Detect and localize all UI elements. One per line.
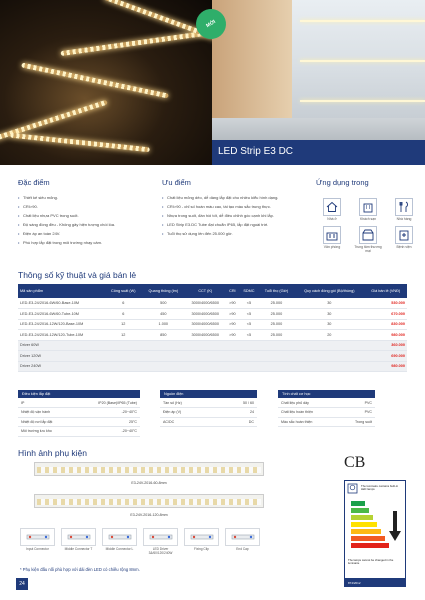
application-item: [316, 198, 348, 221]
table-header: CCT (K): [185, 284, 226, 298]
table-cell: 30: [294, 298, 364, 309]
features-item: • Thiết kế siêu mỏng.: [18, 196, 153, 201]
spec-row: [278, 408, 375, 418]
table-cell: <5: [239, 330, 259, 341]
hero-banner: [0, 0, 425, 165]
table-cell: 3000/4000/6500: [185, 309, 226, 320]
spec-row: [278, 417, 375, 427]
driver-price: 980.000: [364, 361, 407, 372]
hospital-icon: [395, 226, 413, 244]
accessory-item: [225, 528, 260, 555]
accessories-row: [20, 528, 260, 555]
table-cell: 6: [105, 298, 142, 309]
table-header: Công suất (W): [105, 284, 142, 298]
fixing-clip-icon: [184, 528, 219, 546]
accessory-item: [184, 528, 219, 555]
spec-label: Chất liệu phủ dây: [278, 398, 338, 408]
accessory-item: [61, 528, 96, 555]
spec-value: 24: [218, 408, 257, 418]
features-item: • Điện áp an toàn 24V.: [18, 232, 153, 237]
table-cell: LED-E3-24/2016-12W/120-Base-10M: [18, 319, 105, 330]
table-header: Quy cách đóng gói (Bộ/thùng): [294, 284, 364, 298]
product-title: LED Strip E3 DC: [218, 146, 294, 157]
led-strip-120-image: [34, 494, 264, 508]
t-connector-icon: [61, 528, 96, 546]
specs-title: Thông số kỹ thuật và giá bán lẻ: [18, 270, 137, 280]
table-cell: LED-E3-24/2016-6W/60-Tube-10M: [18, 309, 105, 320]
office-icon: [323, 226, 341, 244]
material-title: Tính chất cơ học: [278, 390, 375, 398]
spec-label: Nhiệt độ nơi lắp đặt: [18, 417, 73, 427]
accessories-note: * Phụ kiện đấu nối phù hợp với dải đèn LED có chiều rộng 8mm.: [20, 567, 140, 572]
table-cell: 30: [294, 319, 364, 330]
advantages-item: • Nhựa trong suốt, đàn hồi tốt, dễ điều chỉnh góc cạnh khi lắp.: [162, 214, 310, 219]
advantages-item: • Chất liệu mỏng dẻo, dễ dàng lắp đặt cho nhiều kiểu hình dạng.: [162, 196, 310, 201]
table-header: Mã sản phẩm: [18, 284, 105, 298]
spec-label: Tần số (Hz): [160, 398, 218, 408]
table-row: [18, 319, 407, 330]
table-row: [18, 309, 407, 320]
accessory-label: Middle Connector L: [105, 547, 134, 551]
table-cell: 12: [105, 330, 142, 341]
table-cell: 3000/4000/6500: [185, 319, 226, 330]
spec-label: Nhiệt độ vận hành: [18, 408, 73, 418]
application-item: [352, 198, 384, 221]
led-strip-60-image: [34, 462, 264, 476]
advantages-title: Ưu điểm: [162, 178, 191, 187]
features-item: • Phù hợp lắp đặt trong môi trường nhạy cảm.: [18, 241, 153, 246]
spec-label: IP: [18, 398, 73, 408]
specs-table: [18, 284, 407, 372]
table-cell: 25.000: [259, 330, 294, 341]
input-connector-icon: [20, 528, 55, 546]
table-header: SDMC: [239, 284, 259, 298]
features-list: [18, 196, 153, 250]
install-conditions-box: [18, 390, 140, 437]
table-cell: 450: [142, 309, 185, 320]
spec-value: 50 / 60: [218, 398, 257, 408]
spec-value: Trong suốt: [338, 417, 375, 427]
spec-label: Môi trường lưu kho: [18, 427, 73, 437]
accessories-title: Hình ảnh phụ kiện: [18, 448, 87, 458]
application-item: [388, 198, 420, 221]
table-cell: 500: [142, 298, 185, 309]
table-header: Tuổi thọ (Giờ): [259, 284, 294, 298]
application-label: Trung tâm thương mại: [354, 244, 382, 253]
table-cell: >90: [226, 319, 240, 330]
energy-label: [344, 480, 406, 587]
end-cap-icon: [225, 528, 260, 546]
power-box: [160, 390, 257, 427]
table-header: Giá bán lẻ (VNĐ): [364, 284, 407, 298]
hotel-icon: [359, 198, 377, 216]
spec-row: [160, 398, 257, 408]
accessory-label: Fixing Clip: [194, 547, 209, 551]
spec-value: IP20 (Base)/IP65 (Tube): [73, 398, 140, 408]
advantages-item: • CRI>90 - chỉ số hoàn màu cao, tái tạo màu sắc trung thực.: [162, 205, 310, 210]
page-number: 24: [16, 578, 28, 590]
table-cell: <5: [239, 298, 259, 309]
driver-row: [18, 361, 407, 372]
power-title: Nguồn điện: [160, 390, 257, 398]
energy-label-top-note: The luminaire contains built-in LED lamps: [361, 484, 399, 492]
table-header: Quang thông (lm): [142, 284, 185, 298]
advantages-item: • LED Strip E3.DC Tube đạt chuẩn IP65, lắp đặt ngoài trời.: [162, 223, 310, 228]
driver-name: Driver 240W: [18, 361, 364, 372]
applications-title: Ứng dụng trong: [316, 178, 369, 187]
accessory-item: [143, 528, 178, 555]
table-cell: 25.000: [259, 298, 294, 309]
application-label: Nhà ở: [327, 216, 337, 221]
table-cell: 25.000: [259, 319, 294, 330]
spec-value: PVC: [338, 398, 375, 408]
application-label: Văn phòng: [323, 244, 341, 249]
driver-price: 690.000: [364, 351, 407, 362]
spec-row: [278, 398, 375, 408]
driver-name: Driver 120W: [18, 351, 364, 362]
new-badge: MỚI: [191, 4, 232, 45]
table-cell: 12: [105, 319, 142, 330]
hero-title-bar: [212, 140, 425, 165]
driver-row: [18, 340, 407, 351]
table-cell: <5: [239, 309, 259, 320]
cb-certification-mark: CB: [344, 454, 366, 471]
spec-row: [18, 408, 140, 418]
application-item: [316, 226, 348, 253]
application-label: Khách sạn: [359, 216, 377, 221]
table-cell: 830.000: [364, 319, 407, 330]
accessory-item: [102, 528, 137, 555]
table-cell: 20: [294, 330, 364, 341]
table-cell: LED-E3-24/2016-6W/60-Base-10M: [18, 298, 105, 309]
spec-row: [18, 398, 140, 408]
restaurant-icon: [395, 198, 413, 216]
material-box: [278, 390, 375, 427]
table-cell: 850: [142, 330, 185, 341]
applications-grid: [316, 198, 420, 253]
house-icon: [323, 198, 341, 216]
features-item: • Độ sáng đồng đều - Không gây hiện tượng chói lóa.: [18, 223, 153, 228]
driver-row: [18, 351, 407, 362]
advantages-list: [162, 196, 310, 241]
l-connector-icon: [102, 528, 137, 546]
energy-label-bottom-note: The lamps cannot be changed in the luminaire: [348, 558, 394, 566]
features-title: Đặc điểm: [18, 178, 50, 187]
table-cell: 1.000: [142, 319, 185, 330]
spec-value: PVC: [338, 408, 375, 418]
led-arrow-icon: [389, 511, 401, 541]
table-cell: <5: [239, 319, 259, 330]
table-header: CRI: [226, 284, 240, 298]
spec-label: Chất liệu hoàn thiện: [278, 408, 338, 418]
spec-value: DC: [218, 417, 257, 427]
features-item: • Chất liệu nhựa PVC trong suốt.: [18, 214, 153, 219]
table-cell: 6: [105, 309, 142, 320]
application-item: [388, 226, 420, 253]
table-cell: 530.000: [364, 298, 407, 309]
spec-label: AC/DC: [160, 417, 218, 427]
table-cell: 980.000: [364, 330, 407, 341]
table-cell: 30: [294, 309, 364, 320]
hero-led-photo: [0, 0, 212, 165]
application-label: Bệnh viện: [396, 244, 412, 249]
spec-value: -20~40°C: [73, 408, 140, 418]
spec-value: -20~40°C: [73, 427, 140, 437]
energy-label-code: 874/2012: [348, 580, 361, 585]
led-strip-60-label: E3-24V-2016-60-8mm: [131, 481, 167, 485]
advantages-item: • Tuổi thọ sử dụng lên đến 25.000 giờ.: [162, 232, 310, 237]
features-item: • CRI>90.: [18, 205, 153, 210]
table-cell: >90: [226, 309, 240, 320]
table-row: [18, 298, 407, 309]
spec-label: Điện áp (V): [160, 408, 218, 418]
table-cell: >90: [226, 330, 240, 341]
led-strip-120-label: E3-24V-2016-120-8mm: [130, 513, 168, 517]
table-cell: 25.000: [259, 309, 294, 320]
accessory-label: End Cap: [236, 547, 249, 551]
spec-value: 25°C: [73, 417, 140, 427]
application-label: Nhà hàng: [396, 216, 412, 221]
spec-row: [18, 417, 140, 427]
driver-price: 360.000: [364, 340, 407, 351]
spec-label: Màu sắc hoàn thiện: [278, 417, 338, 427]
table-cell: 3000/4000/6500: [185, 298, 226, 309]
led-driver-icon: [143, 528, 178, 546]
accessory-label: Middle Connector T: [64, 547, 93, 551]
application-item: [352, 226, 384, 253]
table-cell: 670.000: [364, 309, 407, 320]
spec-row: [160, 408, 257, 418]
spec-row: [160, 417, 257, 427]
table-cell: 3000/4000/6500: [185, 330, 226, 341]
spec-row: [18, 427, 140, 437]
table-row: [18, 330, 407, 341]
install-title: Điều kiện lắp đặt: [18, 390, 140, 398]
accessory-label: LED Driver 3&/60/120/240W: [148, 547, 173, 555]
mall-icon: [359, 226, 377, 244]
accessory-label: Input Connector: [26, 547, 49, 551]
table-cell: >90: [226, 298, 240, 309]
driver-name: Driver 60W: [18, 340, 364, 351]
table-cell: LED-E3-24/2016-12W/120-Tube-10M: [18, 330, 105, 341]
accessory-item: [20, 528, 55, 555]
